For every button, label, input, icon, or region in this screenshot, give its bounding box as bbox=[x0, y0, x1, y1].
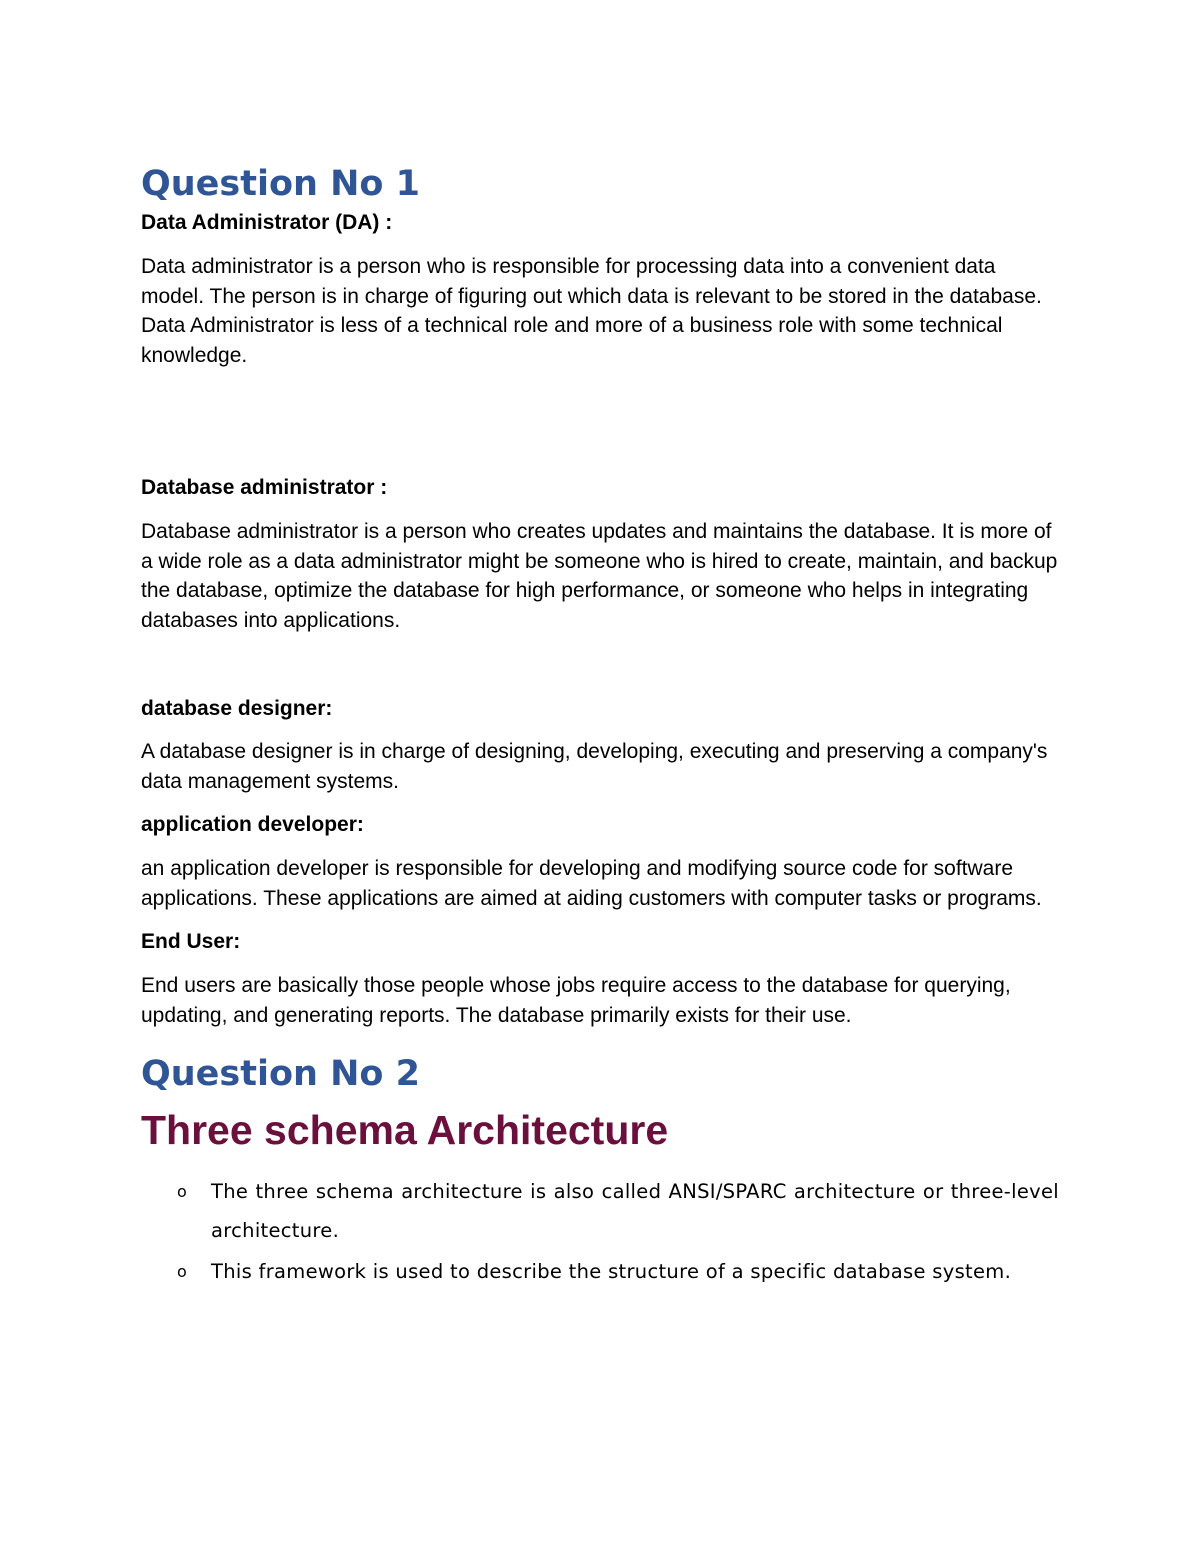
para-end-user: End users are basically those people whose jobs require access to the database for querying, updating, and generating reports. The database primarily exists for their use. bbox=[141, 974, 1011, 1027]
term-database-administrator: Database administrator : bbox=[141, 476, 388, 499]
bullet-text: The three schema architecture is also called ANSI/SPARC architecture or three-level architecture. bbox=[211, 1180, 1059, 1242]
bullet-list bbox=[141, 1172, 1059, 1291]
term-database-designer: database designer: bbox=[141, 697, 333, 720]
para-database-administrator: Database administrator is a person who creates updates and maintains the database. It is more of a wide role as a data administrator might be someone who is hired to create, maintain, and backup the database, optimize the database for high performance, or someone who helps in integrating databases into applications. bbox=[141, 520, 1058, 632]
term-application-developer: application developer: bbox=[141, 813, 364, 836]
document-page bbox=[141, 160, 1059, 1291]
question-1-heading: Question No 1 bbox=[141, 164, 420, 204]
three-schema-title: Three schema Architecture bbox=[141, 1107, 669, 1153]
para-data-administrator: Data administrator is a person who is responsible for processing data into a convenient data model. The person is in charge of figuring out which data is relevant to be stored in the database. Data Administrator is less of a technical role and more of a business role with some technical knowledge. bbox=[141, 255, 1042, 367]
para-application-developer: an application developer is responsible for developing and modifying source code for software applications. These applications are aimed at aiding customers with computer tasks or programs. bbox=[141, 857, 1042, 910]
term-data-administrator: Data Administrator (DA) : bbox=[141, 211, 393, 234]
question-2-heading: Question No 2 bbox=[141, 1054, 420, 1094]
list-item bbox=[141, 1252, 1059, 1291]
list-item bbox=[141, 1172, 1059, 1250]
bullet-circle-icon: o bbox=[177, 1262, 188, 1281]
para-database-designer: A database designer is in charge of designing, developing, executing and preserving a company's data management systems. bbox=[141, 740, 1048, 793]
bullet-circle-icon: o bbox=[177, 1182, 188, 1201]
term-end-user: End User: bbox=[141, 930, 241, 953]
bullet-text: This framework is used to describe the structure of a specific database system. bbox=[211, 1260, 1012, 1283]
